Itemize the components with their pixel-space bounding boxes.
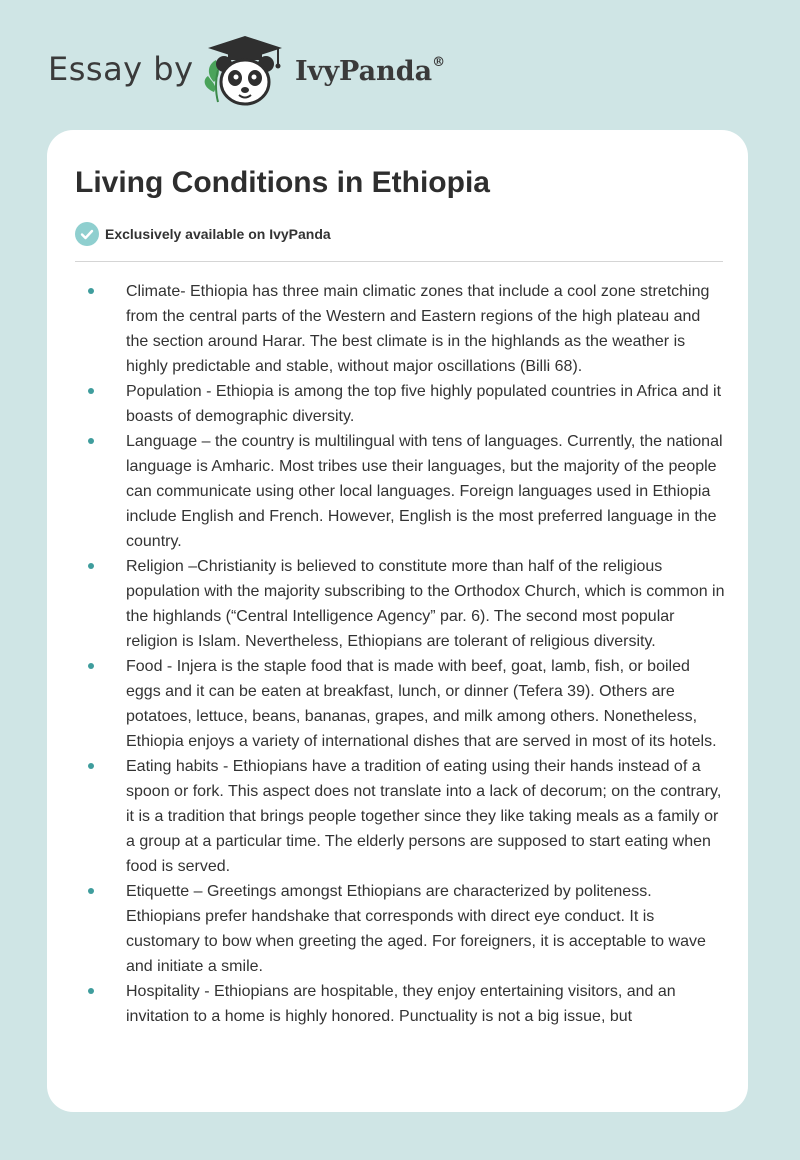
- essay-by-label: Essay by: [48, 50, 194, 88]
- divider: [75, 261, 723, 262]
- list-item: Language – the country is multilingual with tens of languages. Currently, the national language is Amharic. Most tribes use their languages, but the majority of the people can communicate using other local languages. Foreign languages used in Ethiopia include English and French. However, English is the most preferred language in the country.: [75, 429, 725, 554]
- check-icon: [75, 222, 99, 246]
- list-item: Climate- Ethiopia has three main climatic zones that include a cool zone stretching from the central parts of the Western and Eastern regions of the high plateau and the section around Harar. The best climate is in the highlands as the weather is highly predictable and stable, without major oscillations (Billi 68).: [75, 279, 725, 379]
- list-item: Eating habits - Ethiopians have a tradition of eating using their hands instead of a spoon or fork. This aspect does not translate into a lack of decorum; on the contrary, it is a tradition that brings people together since they like taking meals as a family or a group at a particular time. The elderly persons are supposed to start eating when food is served.: [75, 754, 725, 879]
- list-item: Religion –Christianity is believed to constitute more than half of the religious population with the majority subscribing to the Orthodox Church, which is common in the highlands (“Central Intelligence Agency” par. 6). The second most popular religion is Islam. Nevertheless, Ethiopians are tolerant of religious diversity.: [75, 554, 725, 654]
- brand-name[interactable]: [295, 56, 445, 87]
- trademark-mark: ®: [432, 55, 446, 70]
- exclusive-badge-label: Exclusively available on IvyPanda: [105, 226, 331, 242]
- essay-card: [47, 130, 748, 1112]
- list-item: Hospitality - Ethiopians are hospitable, they enjoy entertaining visitors, and an invitation to a home is highly honored. Punctuality is not a big issue, but: [75, 979, 725, 1029]
- ivypanda-logo[interactable]: [200, 30, 290, 110]
- page-title: Living Conditions in Ethiopia: [75, 166, 490, 199]
- list-item: Food - Injera is the staple food that is made with beef, goat, lamb, fish, or boiled eggs and it can be eaten at breakfast, lunch, or dinner (Tefera 39). Others are potatoes, lettuce, beans, bananas, grapes, and milk among others. Nonetheless, Ethiopia enjoys a variety of international dishes that are served in most of its hotels.: [75, 654, 725, 754]
- site-header: [0, 0, 800, 130]
- exclusive-badge: [75, 222, 331, 246]
- bullet-list: [75, 279, 725, 1029]
- list-item: Population - Ethiopia is among the top five highly populated countries in Africa and it boasts of demographic diversity.: [75, 379, 725, 429]
- brand-text: IvyPanda: [295, 56, 433, 87]
- list-item: Etiquette – Greetings amongst Ethiopians are characterized by politeness. Ethiopians prefer handshake that corresponds with direct eye conduct. It is customary to bow when greeting the aged. For foreigners, it is acceptable to wave and initiate a smile.: [75, 879, 725, 979]
- panda-logo-icon: [200, 30, 290, 110]
